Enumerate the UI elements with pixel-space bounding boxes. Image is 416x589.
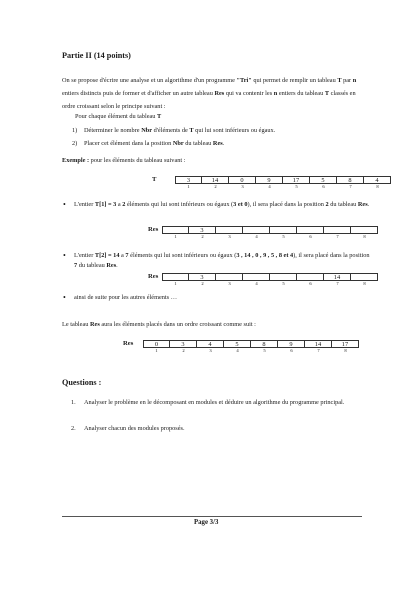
page-number: Page 3/3 [194,519,219,526]
array-index: 7 [317,348,320,353]
question-2: 2. Analyser chacun des modules proposés. [71,425,185,432]
array-T-cells [175,176,391,184]
bullet-3: • ainsi de suite pour les autres éléments … [63,293,177,302]
array-T-label: T [152,176,157,183]
array-cell: 3 [175,176,202,184]
array-index: 4 [255,281,258,286]
array-cell: 9 [256,176,283,184]
array-index: 7 [336,281,339,286]
example-line: Exemple : pour les éléments du tableau suivant : [62,157,186,164]
array-cell: 14 [202,176,229,184]
array-cell: 3 [189,273,216,281]
array-index: 6 [290,348,293,353]
array-cell [351,226,378,234]
part-title: Partie II (14 points) [62,51,131,60]
array-res-2-cells [162,273,378,281]
array-index: 5 [282,281,285,286]
array-cell [324,226,351,234]
array-res-2-indices [162,281,378,287]
array-cell [216,273,243,281]
array-index: 2 [214,184,217,189]
array-index: 8 [363,234,366,239]
array-T-indices [175,184,391,190]
array-cell: 5 [310,176,337,184]
array-index: 3 [228,281,231,286]
array-cell [297,273,324,281]
array-index: 2 [182,348,185,353]
array-cell [297,226,324,234]
intro-paragraph: On se propose d'écrire une analyse et un algorithme d'un programme "Tri" qui permet de remplir un tableau T par n entiers distincts puis de former et d'afficher un autre tableau Res qui va contenir les n entiers du tableau T classés en ordre croissant selon le principe suivant : [62,77,357,110]
array-cell: 5 [224,340,251,348]
array-index: 5 [295,184,298,189]
bullet-icon: • [63,293,66,302]
array-cell: 3 [170,340,197,348]
array-res-1-label: Res [148,226,159,233]
array-index: 8 [344,348,347,353]
array-index: 6 [322,184,325,189]
step-2: 2) Placer cet élément dans la position Nbr du tableau Res. [72,140,225,147]
array-cell: 17 [283,176,310,184]
array-index: 4 [255,234,258,239]
step-1: 1) Déterminer le nombre Nbr d'éléments de T qui lui sont inférieurs ou égaux. [72,127,276,134]
array-index: 1 [174,234,177,239]
array-index: 8 [376,184,379,189]
array-index: 4 [236,348,239,353]
array-cell: 17 [332,340,359,348]
array-cell: 0 [143,340,170,348]
array-index: 5 [263,348,266,353]
bullet-icon: • [63,200,66,209]
array-cell [270,273,297,281]
array-res-1-cells [162,226,378,234]
array-index: 6 [309,281,312,286]
array-cell: 8 [337,176,364,184]
array-cell: 3 [189,226,216,234]
array-cell: 4 [197,340,224,348]
array-index: 5 [282,234,285,239]
array-index: 8 [363,281,366,286]
array-cell [243,226,270,234]
footer-divider [62,516,362,517]
questions-title: Questions : [62,378,102,387]
array-res-final-cells [143,340,359,348]
array-cell [162,273,189,281]
array-index: 6 [309,234,312,239]
array-cell [243,273,270,281]
array-index: 1 [187,184,190,189]
array-index: 2 [201,234,204,239]
array-res-1-indices [162,234,378,240]
array-cell: 0 [229,176,256,184]
array-index: 2 [201,281,204,286]
array-res-final-label: Res [123,340,134,347]
array-index: 1 [155,348,158,353]
array-cell [216,226,243,234]
array-res-final-indices [143,348,359,354]
for-each-line: Pour chaque élément du tableau T [75,113,162,120]
array-cell [162,226,189,234]
array-cell [270,226,297,234]
bullet-2: • L'entier T[2] = 14 a 7 éléments qui lui sont inférieurs ou égaux (3 , 14 , 0 , 9 , 5 , 8 et 4), il sera placé dans la position 7 du tableau Res. [63,251,370,269]
array-index: 7 [336,234,339,239]
array-cell: 4 [364,176,391,184]
bullet-1: • L'entier T[1] = 3 a 2 éléments qui lui sont inférieurs ou égaux (3 et 0), il sera placé dans la position 2 du tableau Res. [63,200,370,209]
bullet-icon: • [63,251,66,260]
array-cell: 8 [251,340,278,348]
array-index: 3 [241,184,244,189]
array-cell: 14 [324,273,351,281]
array-index: 4 [268,184,271,189]
array-cell: 14 [305,340,332,348]
array-index: 3 [209,348,212,353]
question-1: 1. Analyser le problème en le décomposant en modules et déduire un algorithme du programme principal. [71,399,345,406]
array-index: 1 [174,281,177,286]
array-cell [351,273,378,281]
array-index: 7 [349,184,352,189]
array-res-2-label: Res [148,273,159,280]
array-index: 3 [228,234,231,239]
array-cell: 9 [278,340,305,348]
conclusion-line: Le tableau Res aura les éléments placés dans un ordre croissant comme suit : [62,321,256,328]
